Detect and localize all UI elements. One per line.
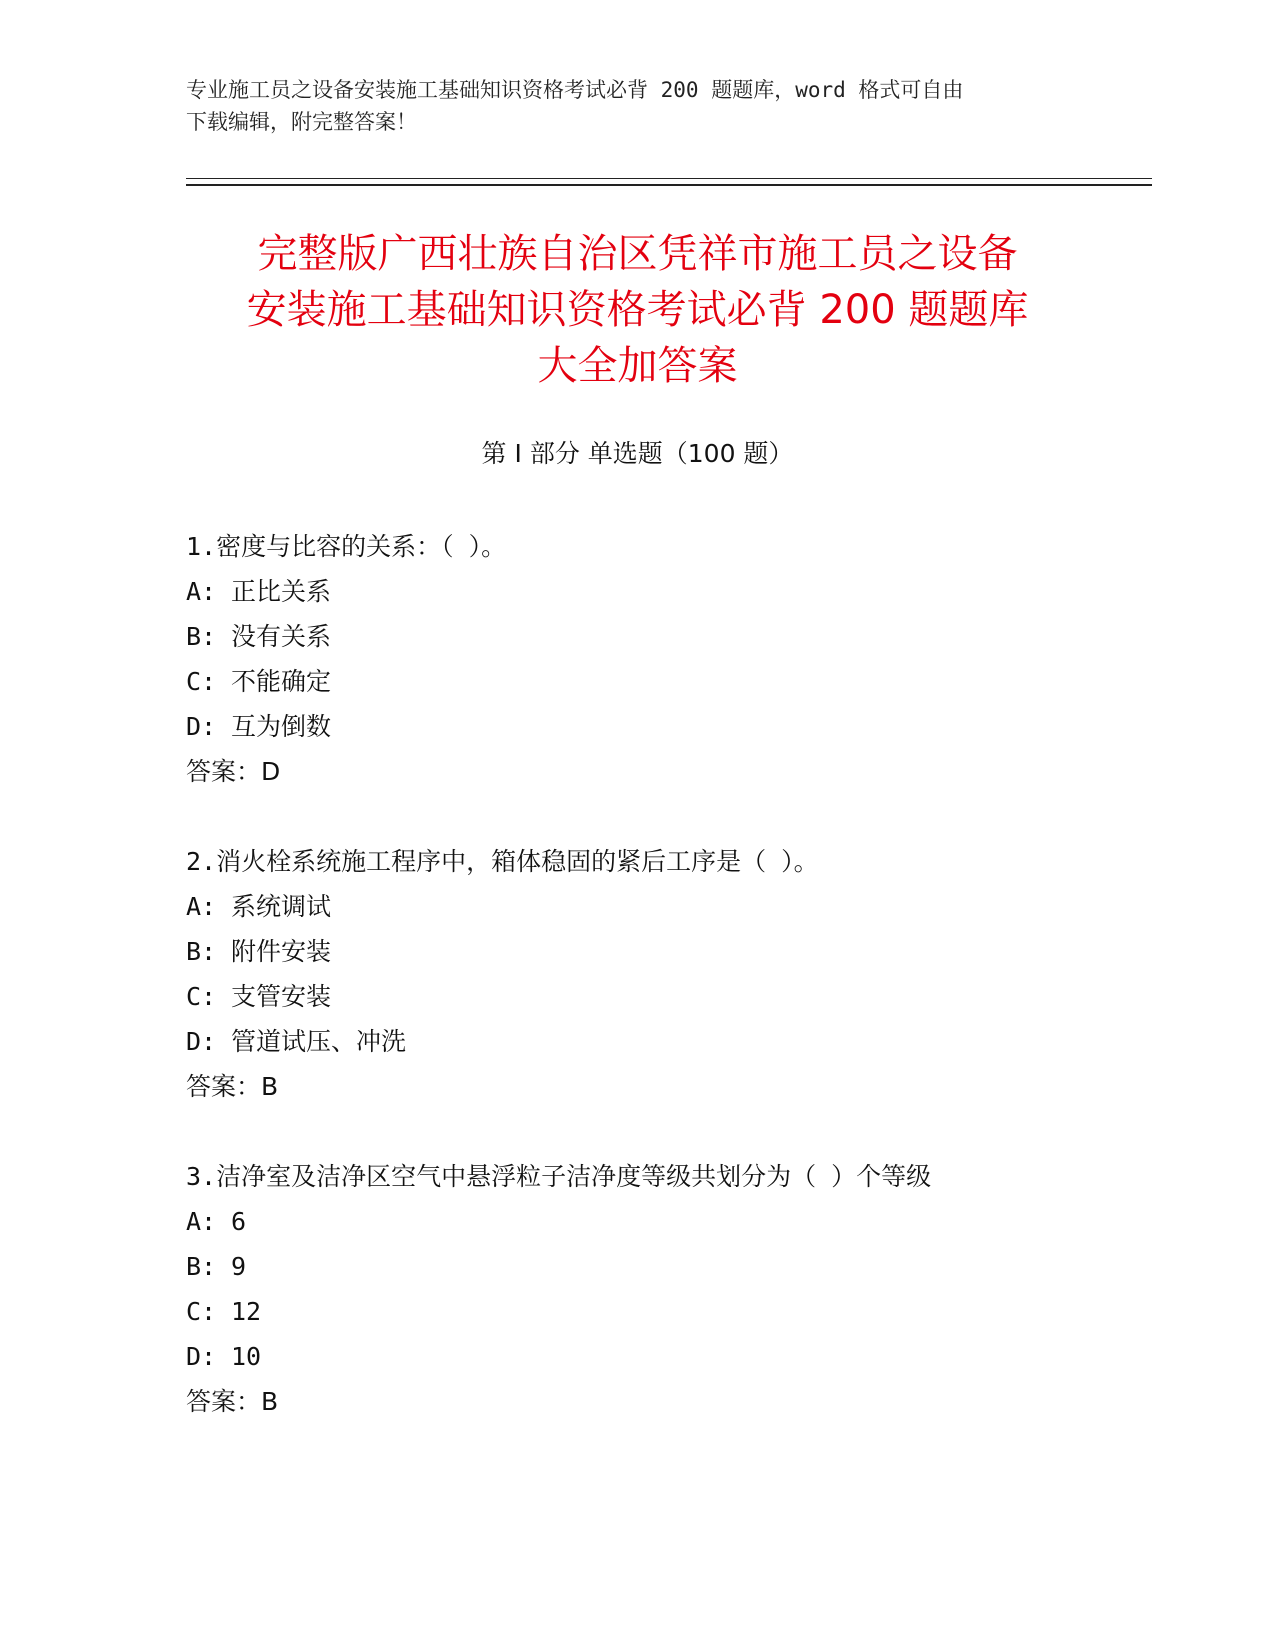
header-note-line-1: 专业施工员之设备安装施工基础知识资格考试必背 200 题题库，word 格式可自由 [186, 78, 964, 102]
option-letter: C: [186, 982, 217, 1011]
option-letter: C: [186, 667, 217, 696]
answer-line: 答案：D [186, 757, 281, 786]
question-stem: 3.洁净室及洁净区空气中悬浮粒子洁净度等级共划分为（ ）个等级 [186, 1162, 932, 1191]
option-text: 6 [231, 1207, 247, 1236]
document-title [150, 226, 1125, 394]
option-letter: B: [186, 1252, 217, 1281]
header-divider-thick [186, 184, 1152, 186]
option-letter: D: [186, 1027, 217, 1056]
header-note-line-2: 下载编辑，附完整答案！ [186, 110, 417, 134]
answer-line: 答案：B [186, 1387, 279, 1416]
option-letter: A: [186, 577, 217, 606]
option-text: 附件安装 [231, 937, 332, 966]
option-text: 10 [231, 1342, 262, 1371]
option-text: 管道试压、冲洗 [231, 1027, 407, 1056]
option-text: 没有关系 [231, 622, 332, 651]
header-note [186, 74, 1066, 138]
option-letter: B: [186, 622, 217, 651]
document-title-line-1: 完整版广西壮族自治区凭祥市施工员之设备 [257, 231, 1018, 277]
question-stem: 2.消火栓系统施工程序中，箱体稳固的紧后工序是（ ）。 [186, 847, 819, 876]
question-2 [186, 839, 1126, 1109]
option-a [186, 1199, 1126, 1244]
option-letter: C: [186, 1297, 217, 1326]
header-divider-thin [186, 178, 1152, 179]
option-text: 正比关系 [231, 577, 332, 606]
option-letter: D: [186, 1342, 217, 1371]
option-b [186, 614, 1126, 659]
option-letter: D: [186, 712, 217, 741]
option-c [186, 974, 1126, 1019]
option-b [186, 1244, 1126, 1289]
option-text: 互为倒数 [231, 712, 332, 741]
option-letter: A: [186, 1207, 217, 1236]
question-3 [186, 1154, 1126, 1424]
option-c [186, 659, 1126, 704]
question-stem: 1.密度与比容的关系：（ ）。 [186, 532, 507, 561]
option-a [186, 569, 1126, 614]
option-text: 支管安装 [231, 982, 332, 1011]
option-text: 12 [231, 1297, 262, 1326]
option-d [186, 1019, 1126, 1064]
option-text: 不能确定 [231, 667, 332, 696]
option-text: 系统调试 [231, 892, 332, 921]
document-title-line-3: 大全加答案 [537, 343, 738, 389]
option-d [186, 1334, 1126, 1379]
document-title-line-2: 安装施工基础知识资格考试必背 200 题题库 [246, 287, 1029, 333]
option-text: 9 [231, 1252, 247, 1281]
option-letter: A: [186, 892, 217, 921]
question-list [186, 524, 1126, 1469]
section-heading: 第 I 部分 单选题（100 题） [481, 439, 794, 468]
option-a [186, 884, 1126, 929]
answer-line: 答案：B [186, 1072, 279, 1101]
option-b [186, 929, 1126, 974]
option-c [186, 1289, 1126, 1334]
option-letter: B: [186, 937, 217, 966]
option-d [186, 704, 1126, 749]
question-1 [186, 524, 1126, 794]
